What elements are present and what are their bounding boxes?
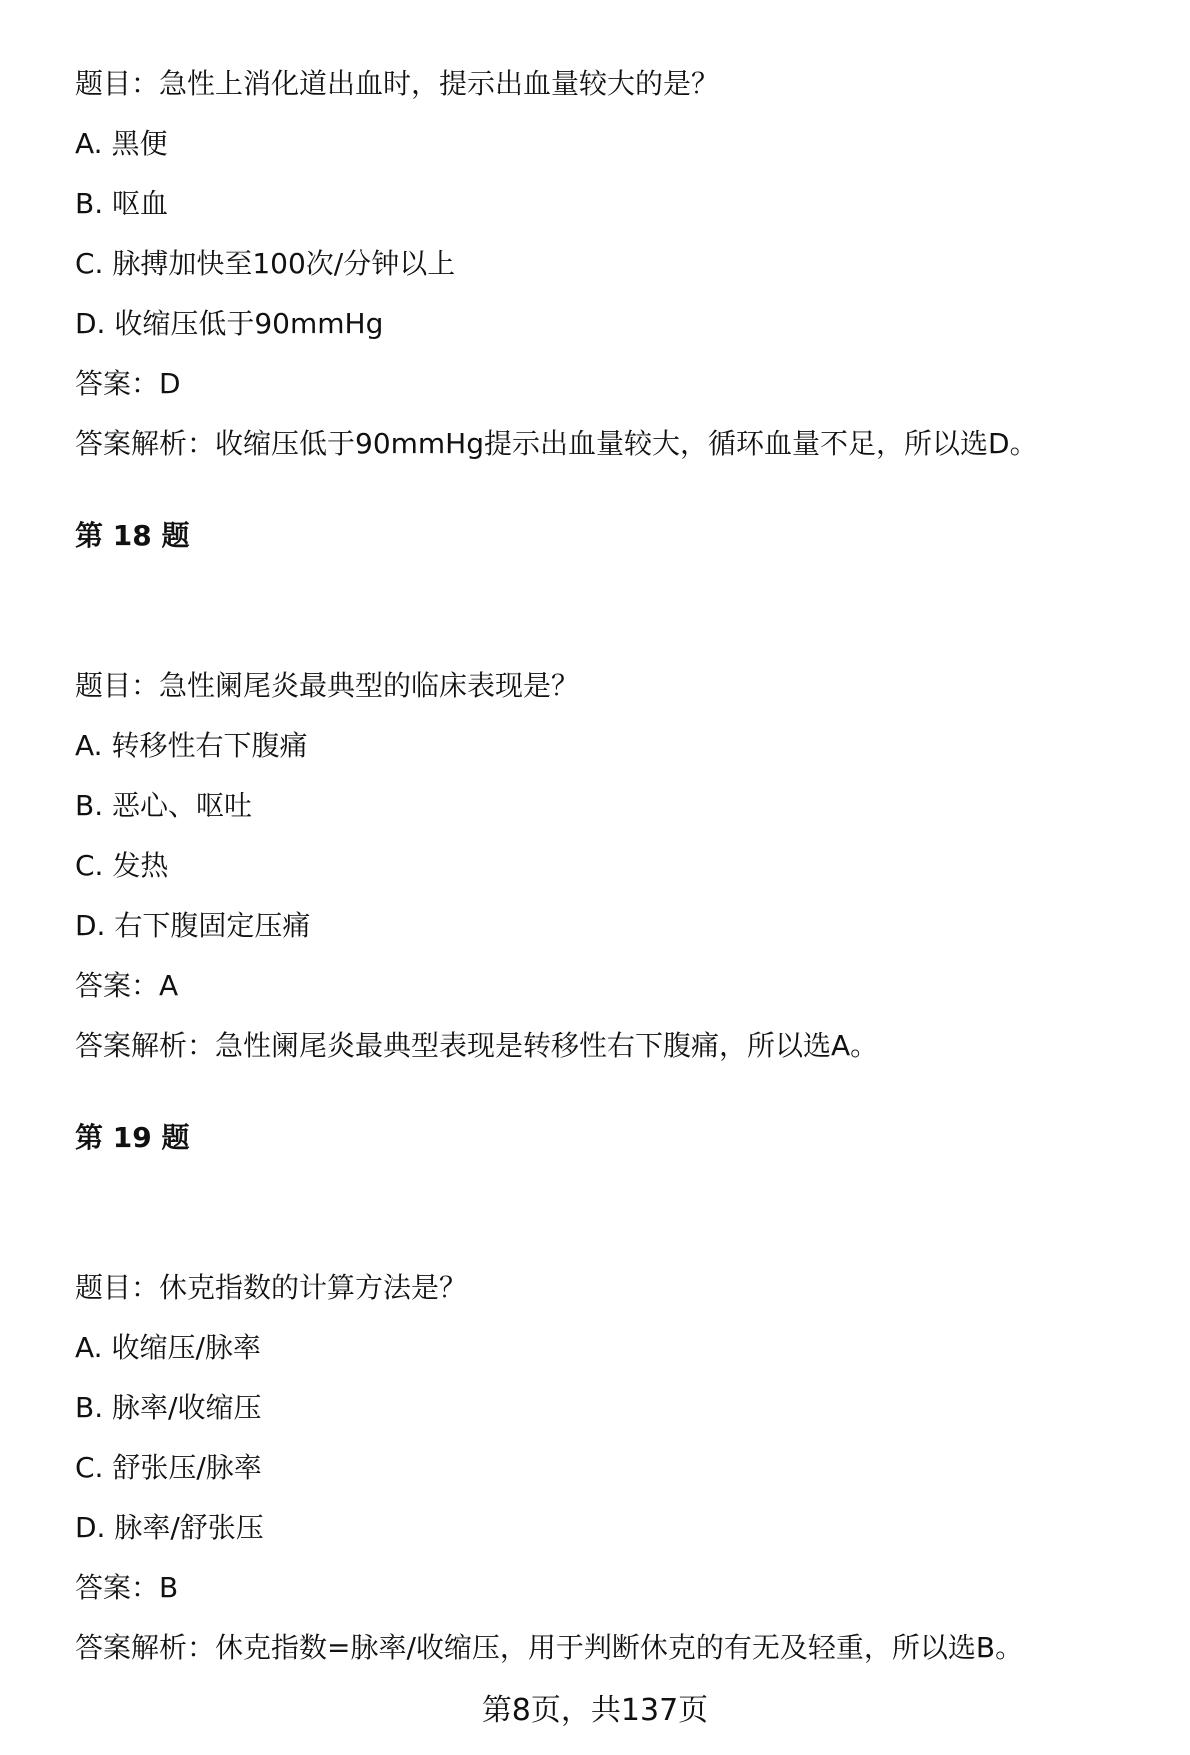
q17-option-d: D. 收缩压低于90mmHg	[75, 307, 384, 340]
q19-question: 题目：休克指数的计算方法是？	[75, 1271, 468, 1304]
q19-answer: 答案：B	[75, 1571, 179, 1604]
q17-explanation: 答案解析：收缩压低于90mmHg提示出血量较大，循环血量不足，所以选D。	[75, 427, 1038, 460]
q18-option-b: B. 恶心、呕吐	[75, 789, 253, 822]
q18-option-c: C. 发热	[75, 849, 169, 882]
q19-heading: 第 19 题	[75, 1121, 190, 1154]
q18-question: 题目：急性阑尾炎最典型的临床表现是？	[75, 669, 580, 702]
page-number-footer: 第8页，共137页	[481, 1693, 709, 1728]
q19-option-d: D. 脉率/舒张压	[75, 1511, 264, 1544]
q19-option-a: A. 收缩压/脉率	[75, 1331, 261, 1364]
q17-option-a: A. 黑便	[75, 127, 168, 160]
q17-option-c: C. 脉搏加快至100次/分钟以上	[75, 247, 456, 280]
q18-heading: 第 18 题	[75, 519, 190, 552]
q19-option-b: B. 脉率/收缩压	[75, 1391, 262, 1424]
q17-answer: 答案：D	[75, 367, 181, 400]
q19-explanation: 答案解析：休克指数=脉率/收缩压，用于判断休克的有无及轻重，所以选B。	[75, 1631, 1024, 1664]
q17-option-b: B. 呕血	[75, 187, 169, 220]
q17-question: 题目：急性上消化道出血时，提示出血量较大的是？	[75, 67, 720, 100]
q18-answer: 答案：A	[75, 969, 179, 1002]
q19-option-c: C. 舒张压/脉率	[75, 1451, 262, 1484]
q18-explanation: 答案解析：急性阑尾炎最典型表现是转移性右下腹痛，所以选A。	[75, 1029, 879, 1062]
q18-option-a: A. 转移性右下腹痛	[75, 729, 308, 762]
q18-option-d: D. 右下腹固定压痛	[75, 909, 311, 942]
